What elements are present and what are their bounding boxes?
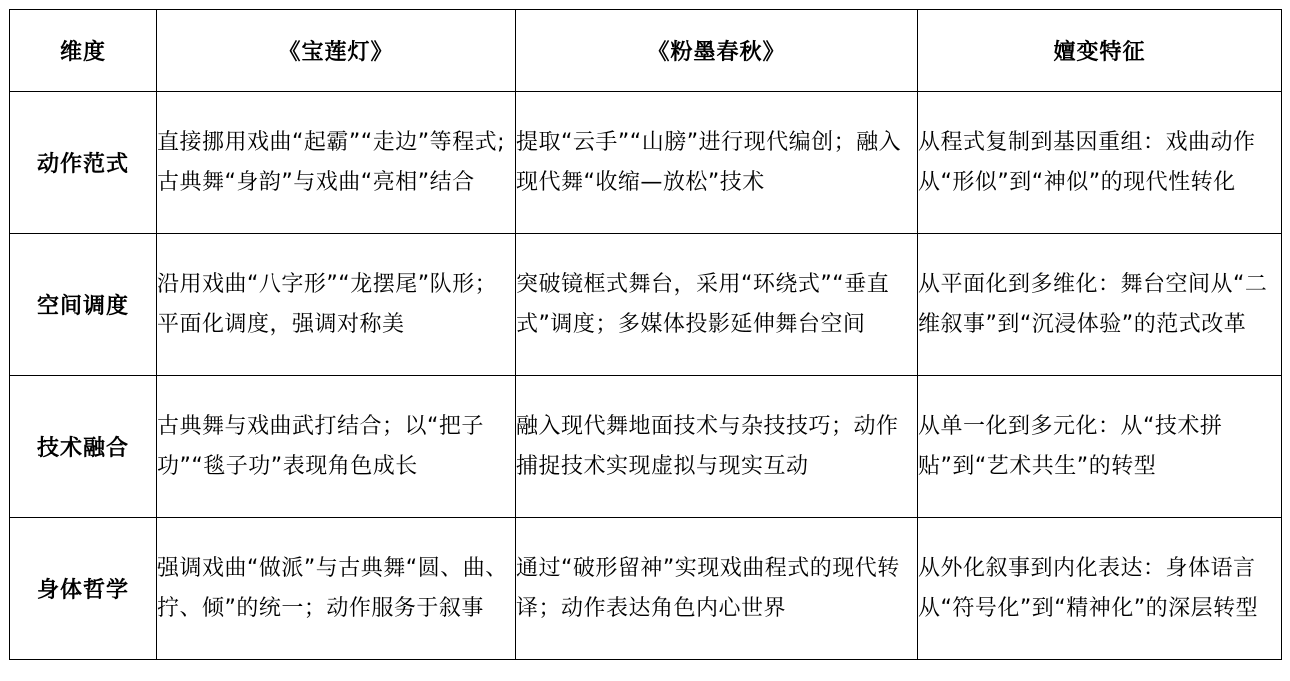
cell-feature: 从程式复制到基因重组：戏曲动作从“形似”到“神似”的现代性转化	[918, 92, 1282, 234]
table-row	[10, 92, 1282, 234]
cell-feature: 从平面化到多维化：舞台空间从“二维叙事”到“沉浸体验”的范式改革	[918, 234, 1282, 376]
table-header-row	[10, 10, 1282, 92]
cell-baoliandeng: 沿用戏曲“八字形”“龙摆尾”队形；平面化调度，强调对称美	[157, 234, 516, 376]
header-dimension: 维度	[10, 10, 157, 92]
comparison-table	[9, 9, 1282, 660]
cell-fenmochunqiu: 融入现代舞地面技术与杂技技巧；动作捕捉技术实现虚拟与现实互动	[516, 376, 918, 518]
row-dimension: 技术融合	[10, 376, 157, 518]
table-row	[10, 376, 1282, 518]
header-fenmochunqiu: 《粉墨春秋》	[516, 10, 918, 92]
cell-baoliandeng: 直接挪用戏曲“起霸”“走边”等程式;古典舞“身韵”与戏曲“亮相”结合	[157, 92, 516, 234]
row-dimension: 空间调度	[10, 234, 157, 376]
cell-fenmochunqiu: 通过“破形留神”实现戏曲程式的现代转译；动作表达角色内心世界	[516, 518, 918, 660]
cell-baoliandeng: 强调戏曲“做派”与古典舞“圆、曲、拧、倾”的统一；动作服务于叙事	[157, 518, 516, 660]
row-dimension: 动作范式	[10, 92, 157, 234]
cell-baoliandeng: 古典舞与戏曲武打结合；以“把子功”“毯子功”表现角色成长	[157, 376, 516, 518]
cell-fenmochunqiu: 提取“云手”“山膀”进行现代编创；融入现代舞“收缩—放松”技术	[516, 92, 918, 234]
cell-feature: 从外化叙事到内化表达：身体语言从“符号化”到“精神化”的深层转型	[918, 518, 1282, 660]
header-feature: 嬗变特征	[918, 10, 1282, 92]
cell-fenmochunqiu: 突破镜框式舞台，采用“环绕式”“垂直式”调度；多媒体投影延伸舞台空间	[516, 234, 918, 376]
row-dimension: 身体哲学	[10, 518, 157, 660]
header-baoliandeng: 《宝莲灯》	[157, 10, 516, 92]
table-row	[10, 518, 1282, 660]
comparison-table-wrapper	[9, 9, 1282, 660]
cell-feature: 从单一化到多元化：从“技术拼贴”到“艺术共生”的转型	[918, 376, 1282, 518]
table-row	[10, 234, 1282, 376]
